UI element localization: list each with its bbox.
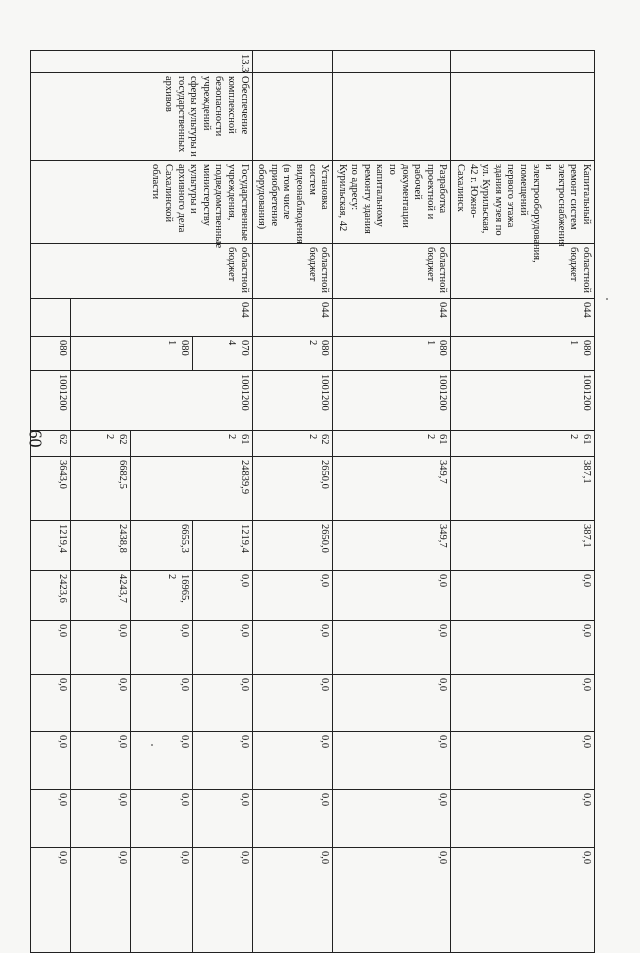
year-7-cell: 0,0 [252, 848, 333, 953]
year-2-cell: 2423,6 [30, 571, 70, 621]
year-2-cell: 0,0 [451, 571, 595, 621]
table-row [252, 51, 333, 953]
table-viewport [56, 50, 595, 872]
section-code-cell: 080 1 [70, 337, 192, 371]
total-cell: 3643,0 [30, 457, 70, 521]
target-article-cell: 1001200 [333, 371, 451, 431]
goal-cell: Обеспечение комплексной безопасности учреждений сферы культуры и государственных архивов [30, 73, 252, 161]
year-1-cell: 387,1 [451, 521, 595, 571]
grbs-cell: 044 [70, 299, 252, 337]
year-5-cell: 0,0 [333, 732, 451, 790]
year-5-cell: 0,0 [451, 732, 595, 790]
action-cell: Установка систем видеонаблюдения (в том числе приобретение оборудования) [252, 161, 333, 244]
row-number-cell [333, 51, 451, 73]
target-article-cell: 1001200 [30, 371, 70, 431]
expense-type-cell: 62 2 [70, 431, 130, 457]
year-4-cell: 0,0 [451, 675, 595, 732]
year-6-cell: 0,0 [333, 790, 451, 848]
year-5-cell: 0,0 [192, 732, 252, 790]
grbs-cell: 044 [333, 299, 451, 337]
total-cell: 349,7 [333, 457, 451, 521]
year-6-cell: 0,0 [130, 790, 192, 848]
year-3-cell: 0,0 [333, 621, 451, 675]
table-row [192, 51, 252, 953]
grbs-cell [30, 299, 70, 337]
section-code-cell: 070 4 [192, 337, 252, 371]
table-row [333, 51, 451, 953]
scan-speck [606, 298, 608, 300]
row-number-cell [451, 51, 595, 73]
goal-cell [333, 73, 451, 161]
year-2-cell: 16965, 2 [130, 571, 192, 621]
year-2-cell: 0,0 [252, 571, 333, 621]
year-1-cell: 349,7 [333, 521, 451, 571]
section-code-cell: 080 2 [252, 337, 333, 371]
year-7-cell: 0,0 [30, 848, 70, 953]
total-cell: 2650,0 [252, 457, 333, 521]
year-1-cell: 1219,4 [30, 521, 70, 571]
year-3-cell: 0,0 [252, 621, 333, 675]
year-6-cell: 0,0 [30, 790, 70, 848]
year-7-cell: 0,0 [451, 848, 595, 953]
year-7-cell: 0,0 [130, 848, 192, 953]
year-4-cell: 0,0 [252, 675, 333, 732]
year-6-cell: 0,0 [451, 790, 595, 848]
expense-type-cell: 62 [30, 431, 70, 457]
expense-type-cell: 62 2 [252, 431, 333, 457]
year-7-cell: 0,0 [192, 848, 252, 953]
year-6-cell: 0,0 [252, 790, 333, 848]
year-2-cell: 0,0 [333, 571, 451, 621]
year-4-cell: 0,0 [130, 675, 192, 732]
total-cell: 24839,9 [130, 457, 252, 521]
year-2-cell: 0,0 [192, 571, 252, 621]
year-1-cell: 2438,8 [70, 521, 130, 571]
year-3-cell: 0,0 [192, 621, 252, 675]
year-3-cell: 0,0 [30, 621, 70, 675]
expense-type-cell: 61 2 [130, 431, 252, 457]
total-cell: 6682,5 [70, 457, 130, 521]
year-5-cell: 0,0 [30, 732, 70, 790]
funding-source-cell: областной бюджет [252, 244, 333, 299]
grbs-cell: 044 [252, 299, 333, 337]
goal-cell [252, 73, 333, 161]
scan-speck [151, 744, 153, 746]
year-6-cell: 0,0 [192, 790, 252, 848]
year-2-cell: 4243,7 [70, 571, 130, 621]
action-cell: Разработка проектной и рабочей документации по капитальному ремонту здания по адресу: Курильская, 42 [333, 161, 451, 244]
funding-source-cell: областной бюджет [451, 244, 595, 299]
section-code-cell: 080 1 [333, 337, 451, 371]
section-code-cell: 080 [30, 337, 70, 371]
year-4-cell: 0,0 [192, 675, 252, 732]
funding-source-cell: областной бюджет [30, 244, 252, 299]
year-3-cell: 0,0 [451, 621, 595, 675]
year-7-cell: 0,0 [333, 848, 451, 953]
year-6-cell: 0,0 [70, 790, 130, 848]
year-3-cell: 0,0 [70, 621, 130, 675]
year-3-cell: 0,0 [130, 621, 192, 675]
target-article-cell: 1001200 [451, 371, 595, 431]
action-cell: Капитальный ремонт систем электроснабжения и электрооборудования, помещений первого этажа здания музея по ул. Курильская, 42 г. Южно-Сахалинск [451, 161, 595, 244]
year-7-cell: 0,0 [70, 848, 130, 953]
row-number-cell [252, 51, 333, 73]
year-4-cell: 0,0 [333, 675, 451, 732]
target-article-cell: 1001200 [252, 371, 333, 431]
budget-table [30, 50, 595, 953]
year-1-cell: 2650,0 [252, 521, 333, 571]
year-1-cell: 6655,3 [130, 521, 192, 571]
rotated-table-sheet [56, 50, 595, 872]
table-row [451, 51, 595, 953]
year-5-cell: 0,0 [130, 732, 192, 790]
total-cell: 387,1 [451, 457, 595, 521]
goal-cell [451, 73, 595, 161]
year-4-cell: 0,0 [70, 675, 130, 732]
expense-type-cell: 61 2 [451, 431, 595, 457]
year-4-cell: 0,0 [30, 675, 70, 732]
page-number: 60 [25, 429, 46, 448]
target-article-cell: 1001200 [70, 371, 252, 431]
year-5-cell: 0,0 [70, 732, 130, 790]
expense-type-cell: 61 2 [333, 431, 451, 457]
year-1-cell: 1219,4 [192, 521, 252, 571]
year-5-cell: 0,0 [252, 732, 333, 790]
action-cell: Государственные учреждения, подведомственные министерству культуры и архивного дела Сахалинской области [30, 161, 252, 244]
grbs-cell: 044 [451, 299, 595, 337]
row-number-cell: 13.3 [30, 51, 252, 73]
funding-source-cell: областной бюджет [333, 244, 451, 299]
section-code-cell: 080 1 [451, 337, 595, 371]
